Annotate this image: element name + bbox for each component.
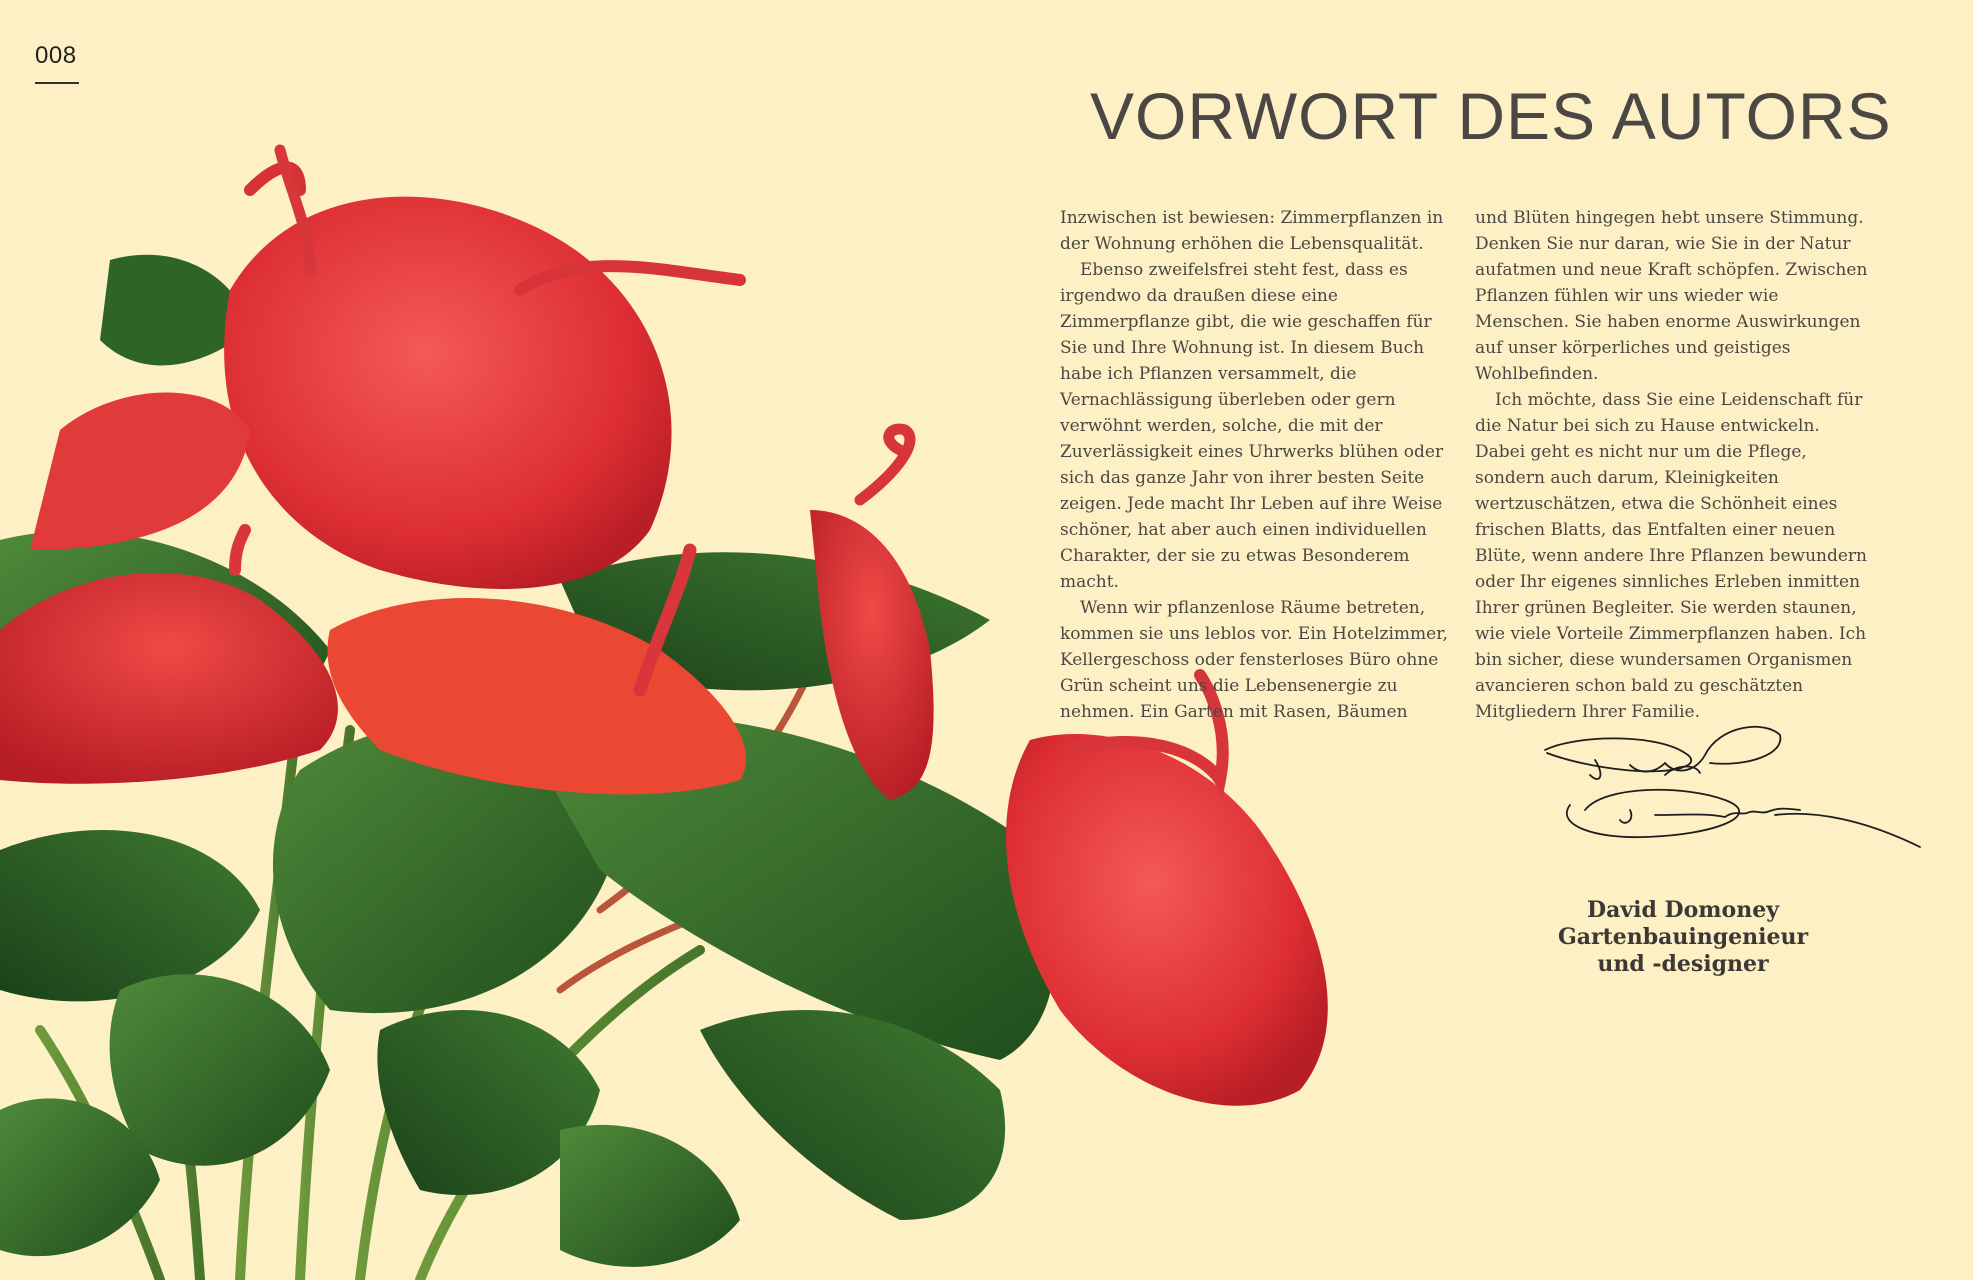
paragraph: Ebenso zweifelsfrei steht fest, dass es irgendwo da draußen diese eine Zimmerpflanze gibt, die wie geschaffen für Sie und Ihre Wohnung ist. In diesem Buch habe ich Pflanzen versammelt, die Vernachlässigung überleben oder gern verwöhnt werden, solche, die mit der Zuverlässigkeit eines Uhrwerks blühen oder sich das ganze Jahr von ihrer besten Seite zeigen. Jede macht Ihr Leben auf ihre Weise schöner, hat aber auch einen individuellen Charakter, der sie zu etwas Besonderem macht.: [1060, 260, 1444, 592]
page-number: 008: [35, 42, 77, 69]
author-name: David Domoney: [1587, 897, 1779, 923]
author-role: und -designer: [1597, 951, 1769, 977]
paragraph: Wenn wir pflanzenlose Räume betreten, kommen sie uns leblos vor. Ein Hotelzimmer, Kellergeschoss oder fensterloses Büro ohne Grün scheint uns die Lebensenergie zu nehmen. Ein Garten mit Rasen, Bäumen: [1060, 598, 1448, 722]
paragraph: Ich möchte, dass Sie eine Leidenschaft für die Natur bei sich zu Hause entwickeln. Dabei geht es nicht nur um die Pflege, sondern auch darum, Kleinigkeiten wertzuschätzen, etwa die Schönheit eines frischen Blatts, das Entfalten einer neuen Blüte, wenn andere Ihre Pflanzen bewundern oder Ihr eigenes sinnliches Erleben inmitten Ihrer grünen Begleiter. Sie werden staunen, wie viele Vorteile Zimmerpflanzen haben. Ich bin sicher, diese wundersamen Organismen avancieren schon bald zu geschätzten Mitgliedern Ihrer Familie.: [1475, 390, 1868, 722]
paragraph: und Blüten hingegen hebt unsere Stimmung. Denken Sie nur daran, wie Sie in der Natur aufatmen und neue Kraft schöpfen. Zwischen Pflanzen fühlen wir uns wieder wie Menschen. Sie haben enorme Auswirkungen auf unser körperliches und geistiges Wohlbefinden.: [1475, 208, 1868, 384]
body-column-right: [1475, 205, 1870, 725]
page-title: VORWORT DES AUTORS: [1090, 79, 1892, 153]
author-block: [1460, 897, 1906, 978]
body-column-left: [1060, 205, 1455, 725]
page-number-rule: [35, 82, 79, 84]
paragraph: Inzwischen ist bewiesen: Zimmerpflanzen in der Wohnung erhöhen die Lebensqualität.: [1060, 208, 1444, 254]
signature-image: [1535, 715, 1925, 875]
author-role: Gartenbauingenieur: [1557, 924, 1809, 950]
